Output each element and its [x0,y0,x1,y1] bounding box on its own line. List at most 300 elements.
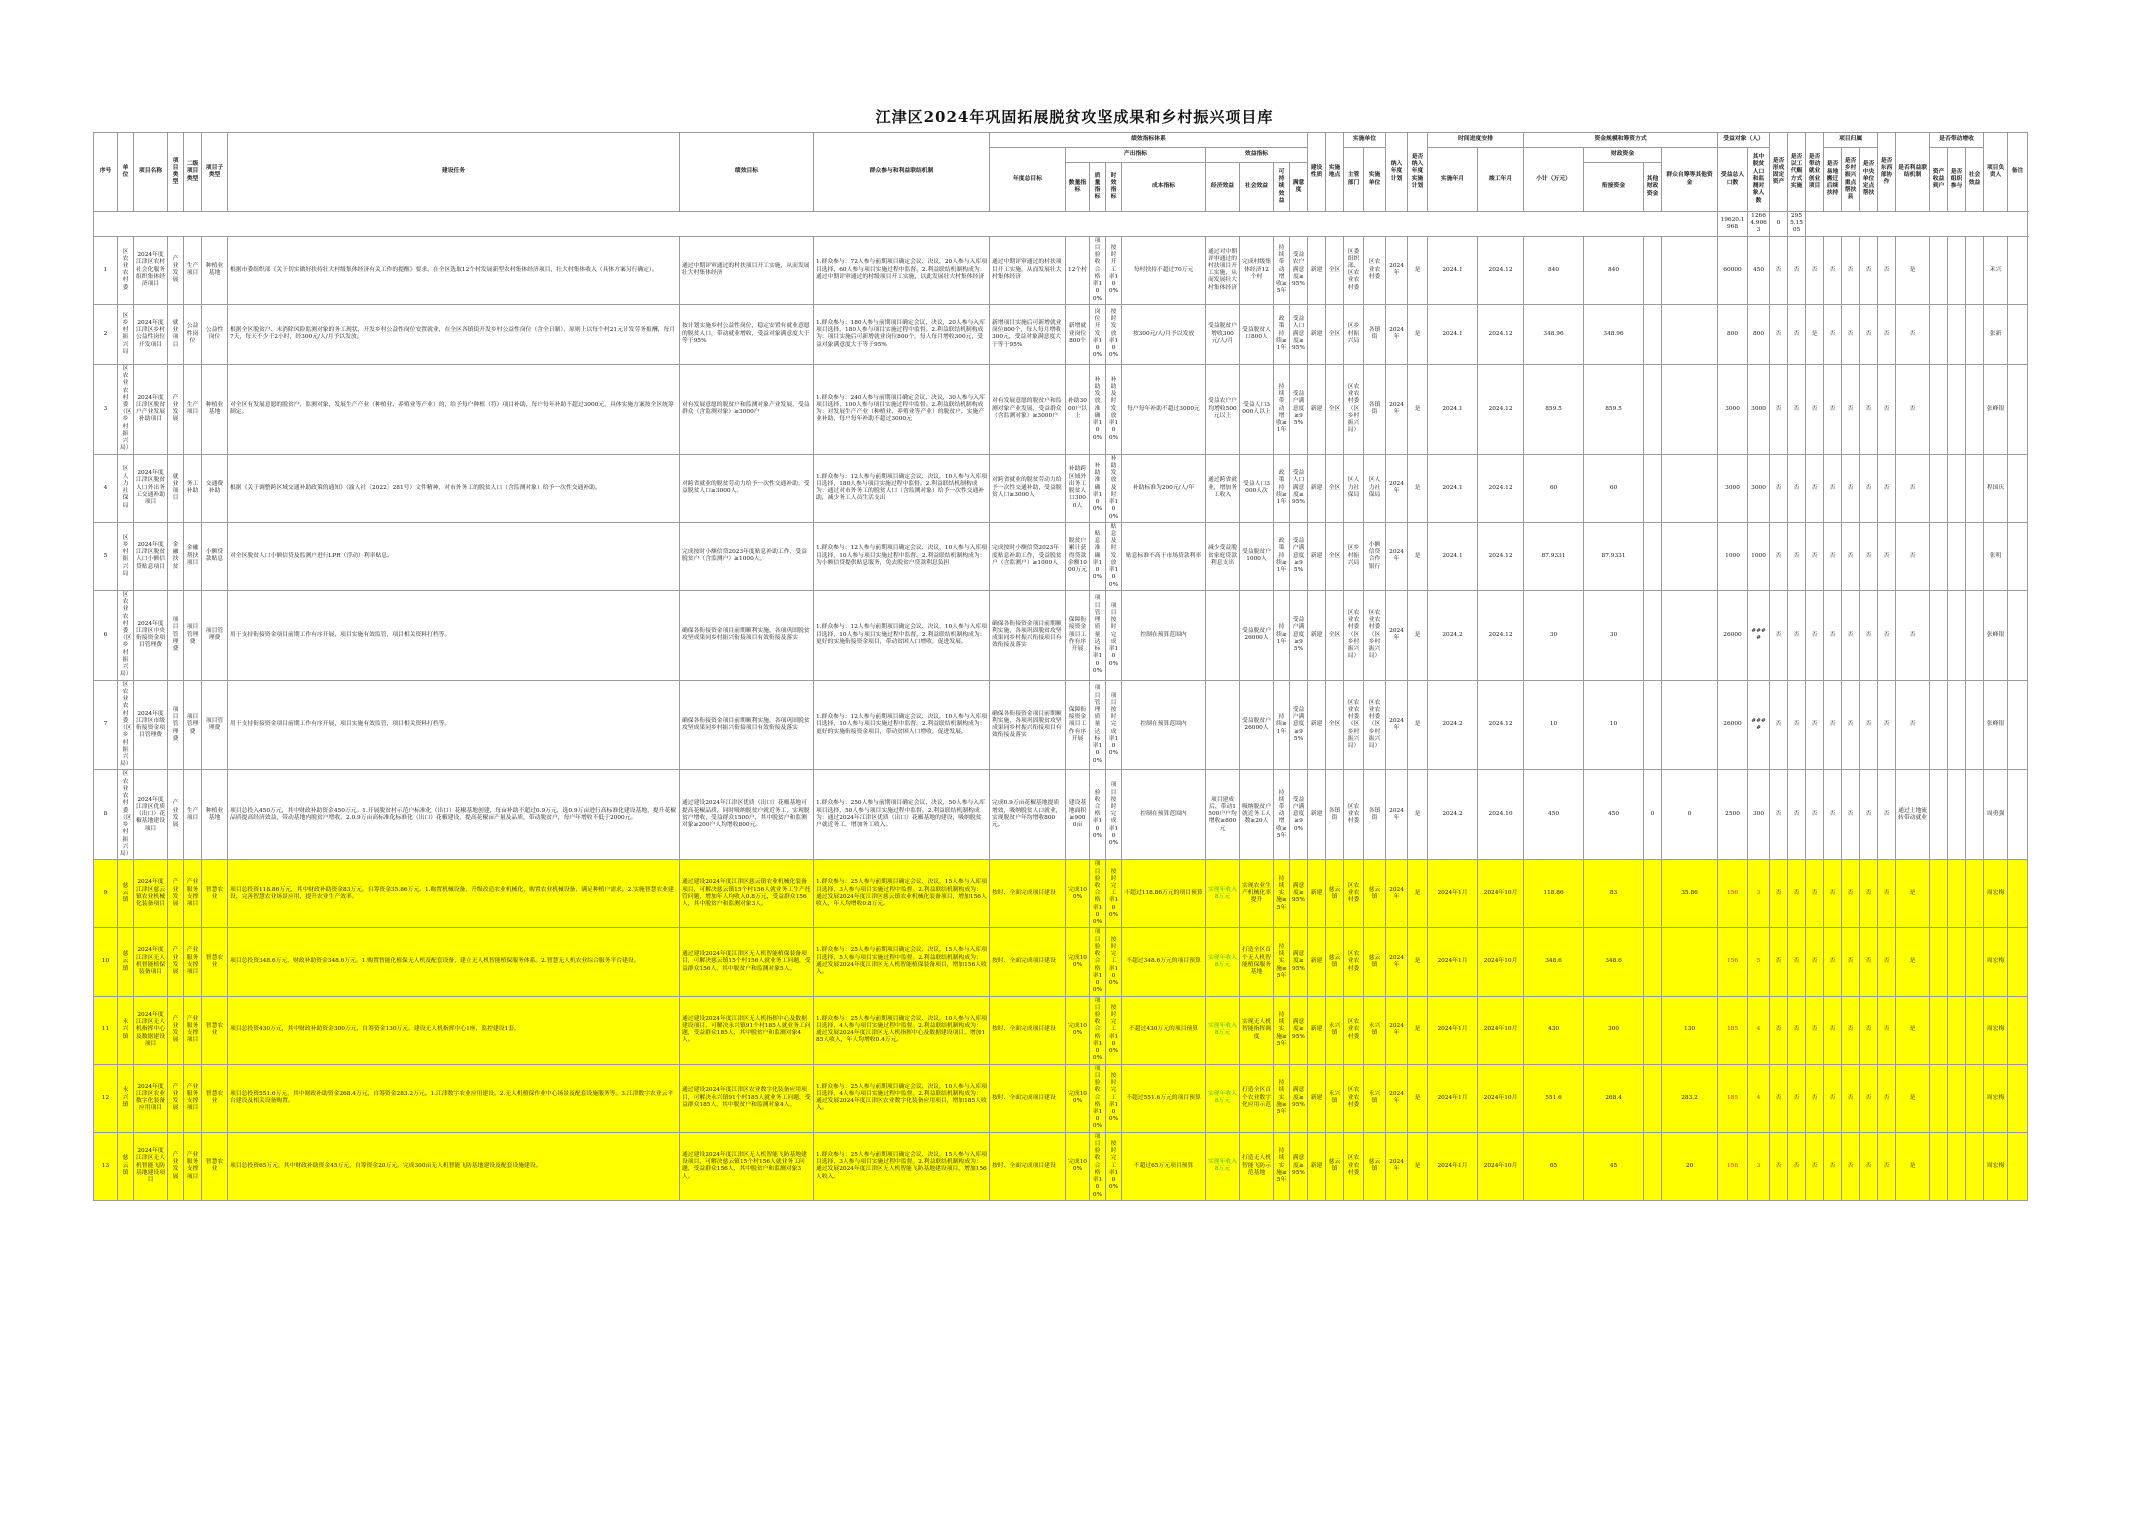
row-subtotal: 859.5 [1524,364,1584,454]
row-type2: 生产项目 [184,236,202,304]
col-impl-unit: 实施单位 [1344,133,1386,148]
row-target: 按计划实施乡村公益性岗位，稳定安置有就业意愿的脱贫人口，带动就业增收，受益对象满意度大于等于95% [680,304,814,364]
row-in-plan: 是 [1408,236,1428,304]
row-social: 打造全区首个无人机智能植保服务基地 [1240,928,1274,996]
row-relief: 否 [1788,454,1806,522]
row-east-west: 否 [1878,1064,1896,1132]
row-subtotal: 551.6 [1524,1064,1584,1132]
row-qty: 完成100% [1066,1132,1090,1200]
row-cost: 不超过118.86万元的项目预算 [1122,860,1206,928]
row-sustain: 持续≥1年 [1274,680,1290,770]
row-eco-a [1930,304,1948,364]
row-supervisor: 周勇强 [1984,770,2008,860]
row-link: 是 [1896,860,1930,928]
row-supervisor: 周宏梅 [1984,996,2008,1064]
row-timeliness: 补助发放及时率100% [1106,454,1122,522]
row-subtotal: 60 [1524,454,1584,522]
row-self-raised [1662,522,1718,590]
row-eco-d [1966,590,1984,680]
row-seq: 2 [94,304,118,364]
row-employment: 否 [1806,928,1824,996]
row-benef-poor: 5 [1748,928,1770,996]
row-timeliness: 按时完工率100% [1106,1132,1122,1200]
row-supervisor: 程国庆 [1984,454,2008,522]
row-other-fiscal [1644,928,1662,996]
row-eco-a [1930,928,1948,996]
row-build-nature: 新建 [1308,996,1326,1064]
col-eco-d: 社会效益 [1966,148,1984,212]
row-location: 各镇街 [1326,770,1344,860]
row-construction: 对全区脱贫人口小额信贷及监测户进行LPR（浮动）利率贴息。 [228,522,680,590]
row-self-raised [1662,364,1718,454]
row-qty: 建设基地面积≥9000亩 [1066,770,1090,860]
row-unit: 区人力社保局 [118,454,134,522]
row-eco-d [1966,680,1984,770]
table-row [94,522,2028,590]
row-subtype: 小额贷款贴息 [202,522,228,590]
row-asset: 否 [1770,928,1788,996]
row-sustain: 持续实施≥5年 [1274,928,1290,996]
row-location: 全区 [1326,522,1344,590]
row-authority: 区委组织部、区农业农村委 [1344,236,1364,304]
row-start: 2024年1月 [1428,860,1478,928]
row-end: 2024年10月 [1478,1132,1524,1200]
row-east-west: 否 [1878,996,1896,1064]
total-self-raised: 2955.1505 [1788,212,1806,237]
row-eco-c [1948,770,1966,860]
row-annual-goal: 确保各衔接资金项目前期顺利实施，各项巩固脱贫攻坚成果同乡村振兴衔接项目有效衔接及落实 [990,680,1066,770]
col-focus-b: 是否乡村振兴重点帮扶县 [1842,148,1860,212]
row-benef-poor: 1000 [1748,522,1770,590]
table-row [94,860,2028,928]
row-eco-d [1966,236,1984,304]
row-fiscal-sub: 840 [1584,236,1644,304]
row-supervisor: 禾兴 [1984,236,2008,304]
row-authority: 区农业农村委 [1344,928,1364,996]
row-link: 否 [1896,522,1930,590]
row-focus-c: 否 [1860,236,1878,304]
col-annual-goal: 年度总目标 [990,148,1066,212]
row-eco-a [1930,236,1948,304]
row-location: 全区 [1326,364,1344,454]
row-social: 受益脱贫户1000人 [1240,522,1274,590]
row-focus-c: 否 [1860,928,1878,996]
row-subtotal: 430 [1524,996,1584,1064]
col-benefit: 效益指标 [1206,148,1308,163]
row-unit: 永兴镇 [118,1064,134,1132]
row-seq: 1 [94,236,118,304]
row-construction: 对全区有发展意愿的脱贫户，监测对象，发展生产产业（种植业、养殖业等产业）的，给予每户种植（符）项目补助，每户每年补助不超过3000元，具体实施方案按全区统筹制定。 [228,364,680,454]
row-eco-a [1930,680,1948,770]
row-impl: 各镇街 [1364,770,1386,860]
row-annual-goal: 按时、全面完成项目建设 [990,1132,1066,1200]
row-seq: 12 [94,1064,118,1132]
row-supervisor: 周宏梅 [1984,1064,2008,1132]
col-impl: 实施单位 [1364,148,1386,212]
row-eco-d [1966,1064,1984,1132]
row-self-raised: 35.86 [1662,860,1718,928]
row-eco-d [1966,996,1984,1064]
row-sustain: 持续实施≥5年 [1274,996,1290,1064]
row-other-fiscal [1644,304,1662,364]
row-eco-c [1948,304,1966,364]
row-subtotal: 65 [1524,1132,1584,1200]
row-eco-c [1948,680,1966,770]
col-beneficiary: 受益对象（人） [1718,133,1770,148]
row-construction: 项目总投资551.6万元，其中财政补助资金268.4万元，自筹资金283.2万元。1.江津数字农业应用建设。2.无人机植保作业中心场景及配套设施服务等。3.江津数字农业云平台建设及相关设备购置。 [228,1064,680,1132]
row-mechanism: 1.群众参与：25人参与前期项目确定会议、决议，15人参与入库项目选择，5人参与项目实施过程中监督。2.利益联结机制构成为：通过发展2024年度江津区无人机智能植保装备项目，增加156人收入。 [814,928,990,996]
row-unit: 区农业农村委（区乡村振兴局） [118,770,134,860]
row-timeliness: 按时完工率100% [1106,928,1122,996]
row-mechanism: 1.群众参与：25人参与前期项目确定会议、决议，10人参与入库项目选择，4人参与项目实施过程中监督。2.利益联结机制构成为：通过发展2024年度江津区农业数字化装备应用项目，增加185人收入。 [814,1064,990,1132]
row-employment: 是 [1806,304,1824,364]
row-end: 2024.12 [1478,304,1524,364]
row-construction: 根据市委组织部《关于切实做好扶持壮大村级集体经济有关工作的提醒》要求，在全区选取12个村发展新型农村集体经济项目，壮大村集体收入（具体方案另行确定）。 [228,236,680,304]
row-type1: 产业发展 [168,1132,184,1200]
row-supervisor: 张峰银 [1984,680,2008,770]
row-end: 2024.10 [1478,770,1524,860]
col-in-plan: 是否纳入年度实施计划 [1408,133,1428,212]
row-annual-goal: 完成0.9万亩花椒基地提质增效，吸纳脱贫人口就业，实现脱贫户年均增收800元。 [990,770,1066,860]
row-asset: 否 [1770,770,1788,860]
col-project-name: 项目名称 [134,133,168,212]
table-row [94,236,2028,304]
row-self-raised [1662,454,1718,522]
row-type2: 产业服务支撑项目 [184,1132,202,1200]
row-supervisor: 张明 [1984,522,2008,590]
row-benef-total: 185 [1718,1064,1748,1132]
row-social: 受益人口3000人以上 [1240,364,1274,454]
row-annual-goal: 对跨省就业的脱贫劳动力给予一次性交通补助，受益脱贫人口≥3000人 [990,454,1066,522]
row-benef-poor: #### [1748,680,1770,770]
row-link: 否 [1896,364,1930,454]
row-satisfaction: 满意度≥95% [1290,1064,1308,1132]
row-subtotal: 30 [1524,590,1584,680]
row-relief: 否 [1788,522,1806,590]
row-link: 是 [1896,928,1930,996]
total-other-fiscal: 0 [1770,212,1788,237]
row-plan-year: 2024年 [1386,928,1408,996]
row-impl: 永兴镇 [1364,1064,1386,1132]
row-end: 2024.12 [1478,236,1524,304]
row-focus-a: 否 [1824,680,1842,770]
row-eco-c [1948,590,1966,680]
row-start: 2024.1 [1428,364,1478,454]
row-end: 2024年10月 [1478,1064,1524,1132]
row-end: 2024年10月 [1478,860,1524,928]
row-timeliness: 按时完工率100% [1106,860,1122,928]
row-end: 2024.12 [1478,364,1524,454]
row-subtype: 智慧农业 [202,860,228,928]
row-plan-year: 2024年 [1386,996,1408,1064]
row-quality: 项目验收合格率100% [1090,860,1106,928]
row-employment: 否 [1806,236,1824,304]
row-social: 实现无人机智能指挥调度 [1240,996,1274,1064]
row-eco-d [1966,770,1984,860]
row-social: 打造全区首个农业数字化应用示范 [1240,1064,1274,1132]
row-self-raised [1662,928,1718,996]
row-type1: 产业发展 [168,364,184,454]
row-end: 2024.12 [1478,590,1524,680]
row-construction: 项目总投资65万元，其中财政补助资金45万元，自筹资金20万元。完成300亩无人机智能飞防基地建设及配套设施建设。 [228,1132,680,1200]
row-focus-c: 否 [1860,860,1878,928]
row-focus-a: 否 [1824,1132,1842,1200]
row-mechanism: 1.群众参与：25人参与前期项目确定会议、决议，10人参与入库项目选择，4人参与项目实施过程中监督。2.利益联结机制构成为：通过发展2024年度江津区无人机指挥中心及数据建设项目，增加185人收入，年人均增收0.4万元。 [814,996,990,1064]
row-qty: 保障衔接资金项目工作有序开展 [1066,680,1090,770]
row-timeliness: 贴息及时发放率100% [1106,522,1122,590]
row-link: 否 [1896,590,1930,680]
row-quality: 项目验收合格率100% [1090,996,1106,1064]
row-quality: 项目管理质量达标率100% [1090,680,1106,770]
row-economic: 减少受益脱贫家庭贷款利息支出 [1206,522,1240,590]
row-subtype: 项目管理费 [202,590,228,680]
row-project-name: 2024年度江津区无人机智能植保装备项目 [134,928,168,996]
row-fiscal-sub: 348.96 [1584,304,1644,364]
row-target: 通过建设2024年度江津区农业数字化装备应用项目，可解决永兴镇91个村185人就业务工问题，受益群众185人，其中脱贫户和监测对象4人。 [680,1064,814,1132]
row-supervisor: 周宏梅 [1984,928,2008,996]
col-plan-year: 纳入年度计划 [1386,133,1408,212]
row-satisfaction: 满意度≥95% [1290,996,1308,1064]
row-east-west: 否 [1878,590,1896,680]
row-quality: 贴息准确率100% [1090,522,1106,590]
row-east-west: 否 [1878,454,1896,522]
row-focus-b: 否 [1842,928,1860,996]
row-quality: 项目验收合格率100% [1090,1132,1106,1200]
row-authority: 区农业农村委（区乡村振兴局） [1344,364,1364,454]
row-construction: 用于支持衔接资金项目前期工作有序开展，项目实施有效监管，项目相关资料打档等。 [228,590,680,680]
row-subtype: 种植业基地 [202,364,228,454]
row-other-fiscal [1644,590,1662,680]
row-plan-year: 2024年 [1386,770,1408,860]
row-location: 慈云镇 [1326,1132,1344,1200]
row-authority: 区农业农村委 [1344,1064,1364,1132]
row-impl: 慈云镇 [1364,928,1386,996]
row-unit: 慈云镇 [118,860,134,928]
row-seq: 13 [94,1132,118,1200]
row-build-nature: 新建 [1308,454,1326,522]
row-benef-poor: 3 [1748,1132,1770,1200]
table-row [94,454,2028,522]
header-row-1 [94,133,2028,148]
row-annual-goal: 对有发展意愿的脱贫户和监测对象产业发展，受益群众（含监测对象）≥3000户 [990,364,1066,454]
row-focus-c: 否 [1860,1064,1878,1132]
row-authority: 区农业农村委 [1344,996,1364,1064]
row-fiscal-sub: 45 [1584,1132,1644,1200]
row-cost: 控制在预算范围内 [1122,770,1206,860]
row-economic [1206,680,1240,770]
col-quality: 质量指标 [1090,163,1106,212]
row-focus-c: 否 [1860,304,1878,364]
row-supervisor: 张峰银 [1984,364,2008,454]
row-authority: 区农业农村委 [1344,860,1364,928]
row-relief: 否 [1788,304,1806,364]
row-start: 2024.1 [1428,454,1478,522]
row-unit: 慈云镇 [118,1132,134,1200]
row-economic: 实现年收入8万元 [1206,860,1240,928]
row-social: 完成村级集体经济12个村 [1240,236,1274,304]
row-project-name: 2024年度江津区脱贫人口外出务工交通补助项目 [134,454,168,522]
row-construction: 项目总投资430万元，其中财政补助资金300万元，自筹资金130万元。建设无人机指挥中心1座，监控建设1套。 [228,996,680,1064]
row-focus-b: 否 [1842,770,1860,860]
row-sustain: 政策持续≥1年 [1274,454,1290,522]
row-qty: 完成100% [1066,928,1090,996]
table-row [94,680,2028,770]
row-eco-d [1966,522,1984,590]
totals-row [94,212,2028,237]
row-other-fiscal [1644,680,1662,770]
row-self-raised: 20 [1662,1132,1718,1200]
row-employment: 否 [1806,996,1824,1064]
row-type2: 公益性岗位 [184,304,202,364]
row-seq: 4 [94,454,118,522]
row-asset: 否 [1770,364,1788,454]
row-eco-a [1930,860,1948,928]
row-focus-b: 否 [1842,364,1860,454]
row-focus-b: 否 [1842,996,1860,1064]
row-sustain: 政策持续≥1年 [1274,522,1290,590]
row-build-nature: 新建 [1308,860,1326,928]
row-east-west: 否 [1878,770,1896,860]
row-unit: 区农业农村委（区乡村振兴局） [118,364,134,454]
col-schedule: 时间进度安排 [1428,133,1524,148]
row-seq: 11 [94,996,118,1064]
row-type2: 生产项目 [184,770,202,860]
row-social: 受益脱贫户26000人 [1240,680,1274,770]
row-relief: 否 [1788,364,1806,454]
row-quality: 项目管理质量达标率100% [1090,590,1106,680]
row-plan-year: 2024年 [1386,364,1408,454]
row-supervisor: 张新 [1984,304,2008,364]
row-plan-year: 2024年 [1386,236,1408,304]
row-relief: 否 [1788,928,1806,996]
row-build-nature: 新建 [1308,1064,1326,1132]
row-timeliness: 项目按时完成率100% [1106,770,1122,860]
row-mechanism: 1.群众参与：25人参与前期项目确定会议、决议，15人参与入库项目选择，3人参与项目实施过程中监督。2.利益联结机制构成为：通过发展2024年度江津区慈云镇农业机械化装备项目，增加156人收入，年人均增收0.8万元。 [814,860,990,928]
row-seq: 10 [94,928,118,996]
row-start: 2024年1月 [1428,996,1478,1064]
row-other-fiscal [1644,236,1662,304]
col-sustain: 可持续效益 [1274,163,1290,212]
table-row [94,1132,2028,1200]
row-link: 是 [1896,1132,1930,1200]
row-target: 确保各衔接资金项目前期顺利实施，各项巩固脱贫攻坚成果同乡村振兴衔接项目有效衔接及落实 [680,680,814,770]
col-asset: 是否形成固定资产 [1770,133,1788,212]
row-project-name: 2024年度江津区脱贫人口小额信贷贴息项目 [134,522,168,590]
row-eco-d [1966,304,1984,364]
row-construction: 根据《关于调整跨区域交通补助政策的通知》（渝人社〔2022〕281号）文件精神，对市外务工的脱贫人口（含监测对象）给予一次性交通补助。 [228,454,680,522]
row-focus-a: 否 [1824,364,1842,454]
row-subtotal: 348.6 [1524,928,1584,996]
row-benef-total: 1000 [1718,522,1748,590]
row-type2: 产业服务支撑项目 [184,860,202,928]
row-note [2008,304,2028,364]
row-annual-goal: 完成按时小额信贷2023年度贴息补助工作，受益脱贫户（含监测户）≥1000人 [990,522,1066,590]
row-link: 是 [1896,236,1930,304]
row-subtotal: 840 [1524,236,1584,304]
row-qty: 新增就业岗位800个 [1066,304,1090,364]
row-east-west: 否 [1878,928,1896,996]
row-supervisor: 周宏梅 [1984,1132,2008,1200]
row-timeliness: 补助及时发放率100% [1106,364,1122,454]
row-type2: 产业服务支撑项目 [184,996,202,1064]
row-satisfaction: 受益人口满意度≥95% [1290,304,1308,364]
row-seq: 7 [94,680,118,770]
col-target: 绩效目标 [680,133,814,212]
row-focus-a: 否 [1824,1064,1842,1132]
row-relief: 否 [1788,590,1806,680]
col-focus-c: 是否中央单位定点帮扶 [1860,148,1878,212]
row-plan-year: 2024年 [1386,680,1408,770]
row-type1: 产业发展 [168,928,184,996]
row-type1: 项目管理费 [168,590,184,680]
row-note [2008,364,2028,454]
row-cost: 按300元/人/月予以发放 [1122,304,1206,364]
col-note: 备注 [2008,133,2028,212]
row-link: 否 [1896,680,1930,770]
col-end: 竣工年月 [1478,148,1524,212]
row-cost: 每户每年补助不超过3000元 [1122,364,1206,454]
col-qty: 数量指标 [1066,163,1090,212]
row-in-plan: 是 [1408,770,1428,860]
row-asset: 否 [1770,522,1788,590]
row-location: 永兴镇 [1326,1064,1344,1132]
row-start: 2024年1月 [1428,1132,1478,1200]
row-subtype: 种植业基地 [202,770,228,860]
row-end: 2024.12 [1478,522,1524,590]
row-focus-c: 否 [1860,680,1878,770]
row-eco-c [1948,364,1966,454]
row-build-nature: 新建 [1308,928,1326,996]
row-focus-c: 否 [1860,770,1878,860]
row-project-name: 2024年度江津区无人机指挥中心及数据建设项目 [134,996,168,1064]
row-eco-a [1930,1132,1948,1200]
row-impl: 区农业农村委（区乡村振兴局） [1364,590,1386,680]
row-type2: 产业服务支撑项目 [184,1064,202,1132]
row-asset: 否 [1770,860,1788,928]
row-project-name: 2024年度江津区乡村公益性岗位开发项目 [134,304,168,364]
row-type2: 产业服务支撑项目 [184,928,202,996]
row-quality: 岗位开发率100% [1090,304,1106,364]
row-focus-b: 否 [1842,454,1860,522]
row-target: 通过建设2024年度江津区无人机指挥中心及数据建设项目，可解决永兴镇91个村185人就业务工问题，受益群众185人，其中脱贫户和监测对象4人。 [680,996,814,1064]
row-annual-goal: 按时、全面完成项目建设 [990,1064,1066,1132]
row-build-nature: 新建 [1308,236,1326,304]
row-impl: 各镇街 [1364,304,1386,364]
row-subtotal: 87.9331 [1524,522,1584,590]
row-focus-b: 否 [1842,590,1860,680]
row-authority: 区农业农村委 [1344,1132,1364,1200]
row-in-plan: 是 [1408,522,1428,590]
col-type1: 项目类型 [168,133,184,212]
row-fiscal-sub: 83 [1584,860,1644,928]
row-cost: 补助标准为200元/人/年 [1122,454,1206,522]
row-construction: 根据全区脱贫户、未消除风险监测对象的务工现状，开发乡村公益性岗位安置就业，在全区各镇街开发乡村公益性岗位（含全日制），原则上以每个村21元计发劳务报酬，每月7天，每天不少于2小时，经300元/人/月予以发放。 [228,304,680,364]
row-cost: 不超过348.6万元的项目预算 [1122,928,1206,996]
row-plan-year: 2024年 [1386,1064,1408,1132]
col-eco-c: 是否组织参与 [1948,148,1966,212]
row-link: 是 [1896,996,1930,1064]
row-quality: 补助发放准确率100% [1090,364,1106,454]
row-project-name: 2024年度江津区脱贫户产业发展补助项目 [134,364,168,454]
row-focus-b: 否 [1842,236,1860,304]
row-focus-a: 否 [1824,454,1842,522]
row-self-raised [1662,590,1718,680]
table-row [94,996,2028,1064]
row-supervisor: 周宏梅 [1984,860,2008,928]
row-benef-poor: 4 [1748,996,1770,1064]
row-self-raised [1662,680,1718,770]
row-quality: 项目验收合格率100% [1090,1064,1106,1132]
